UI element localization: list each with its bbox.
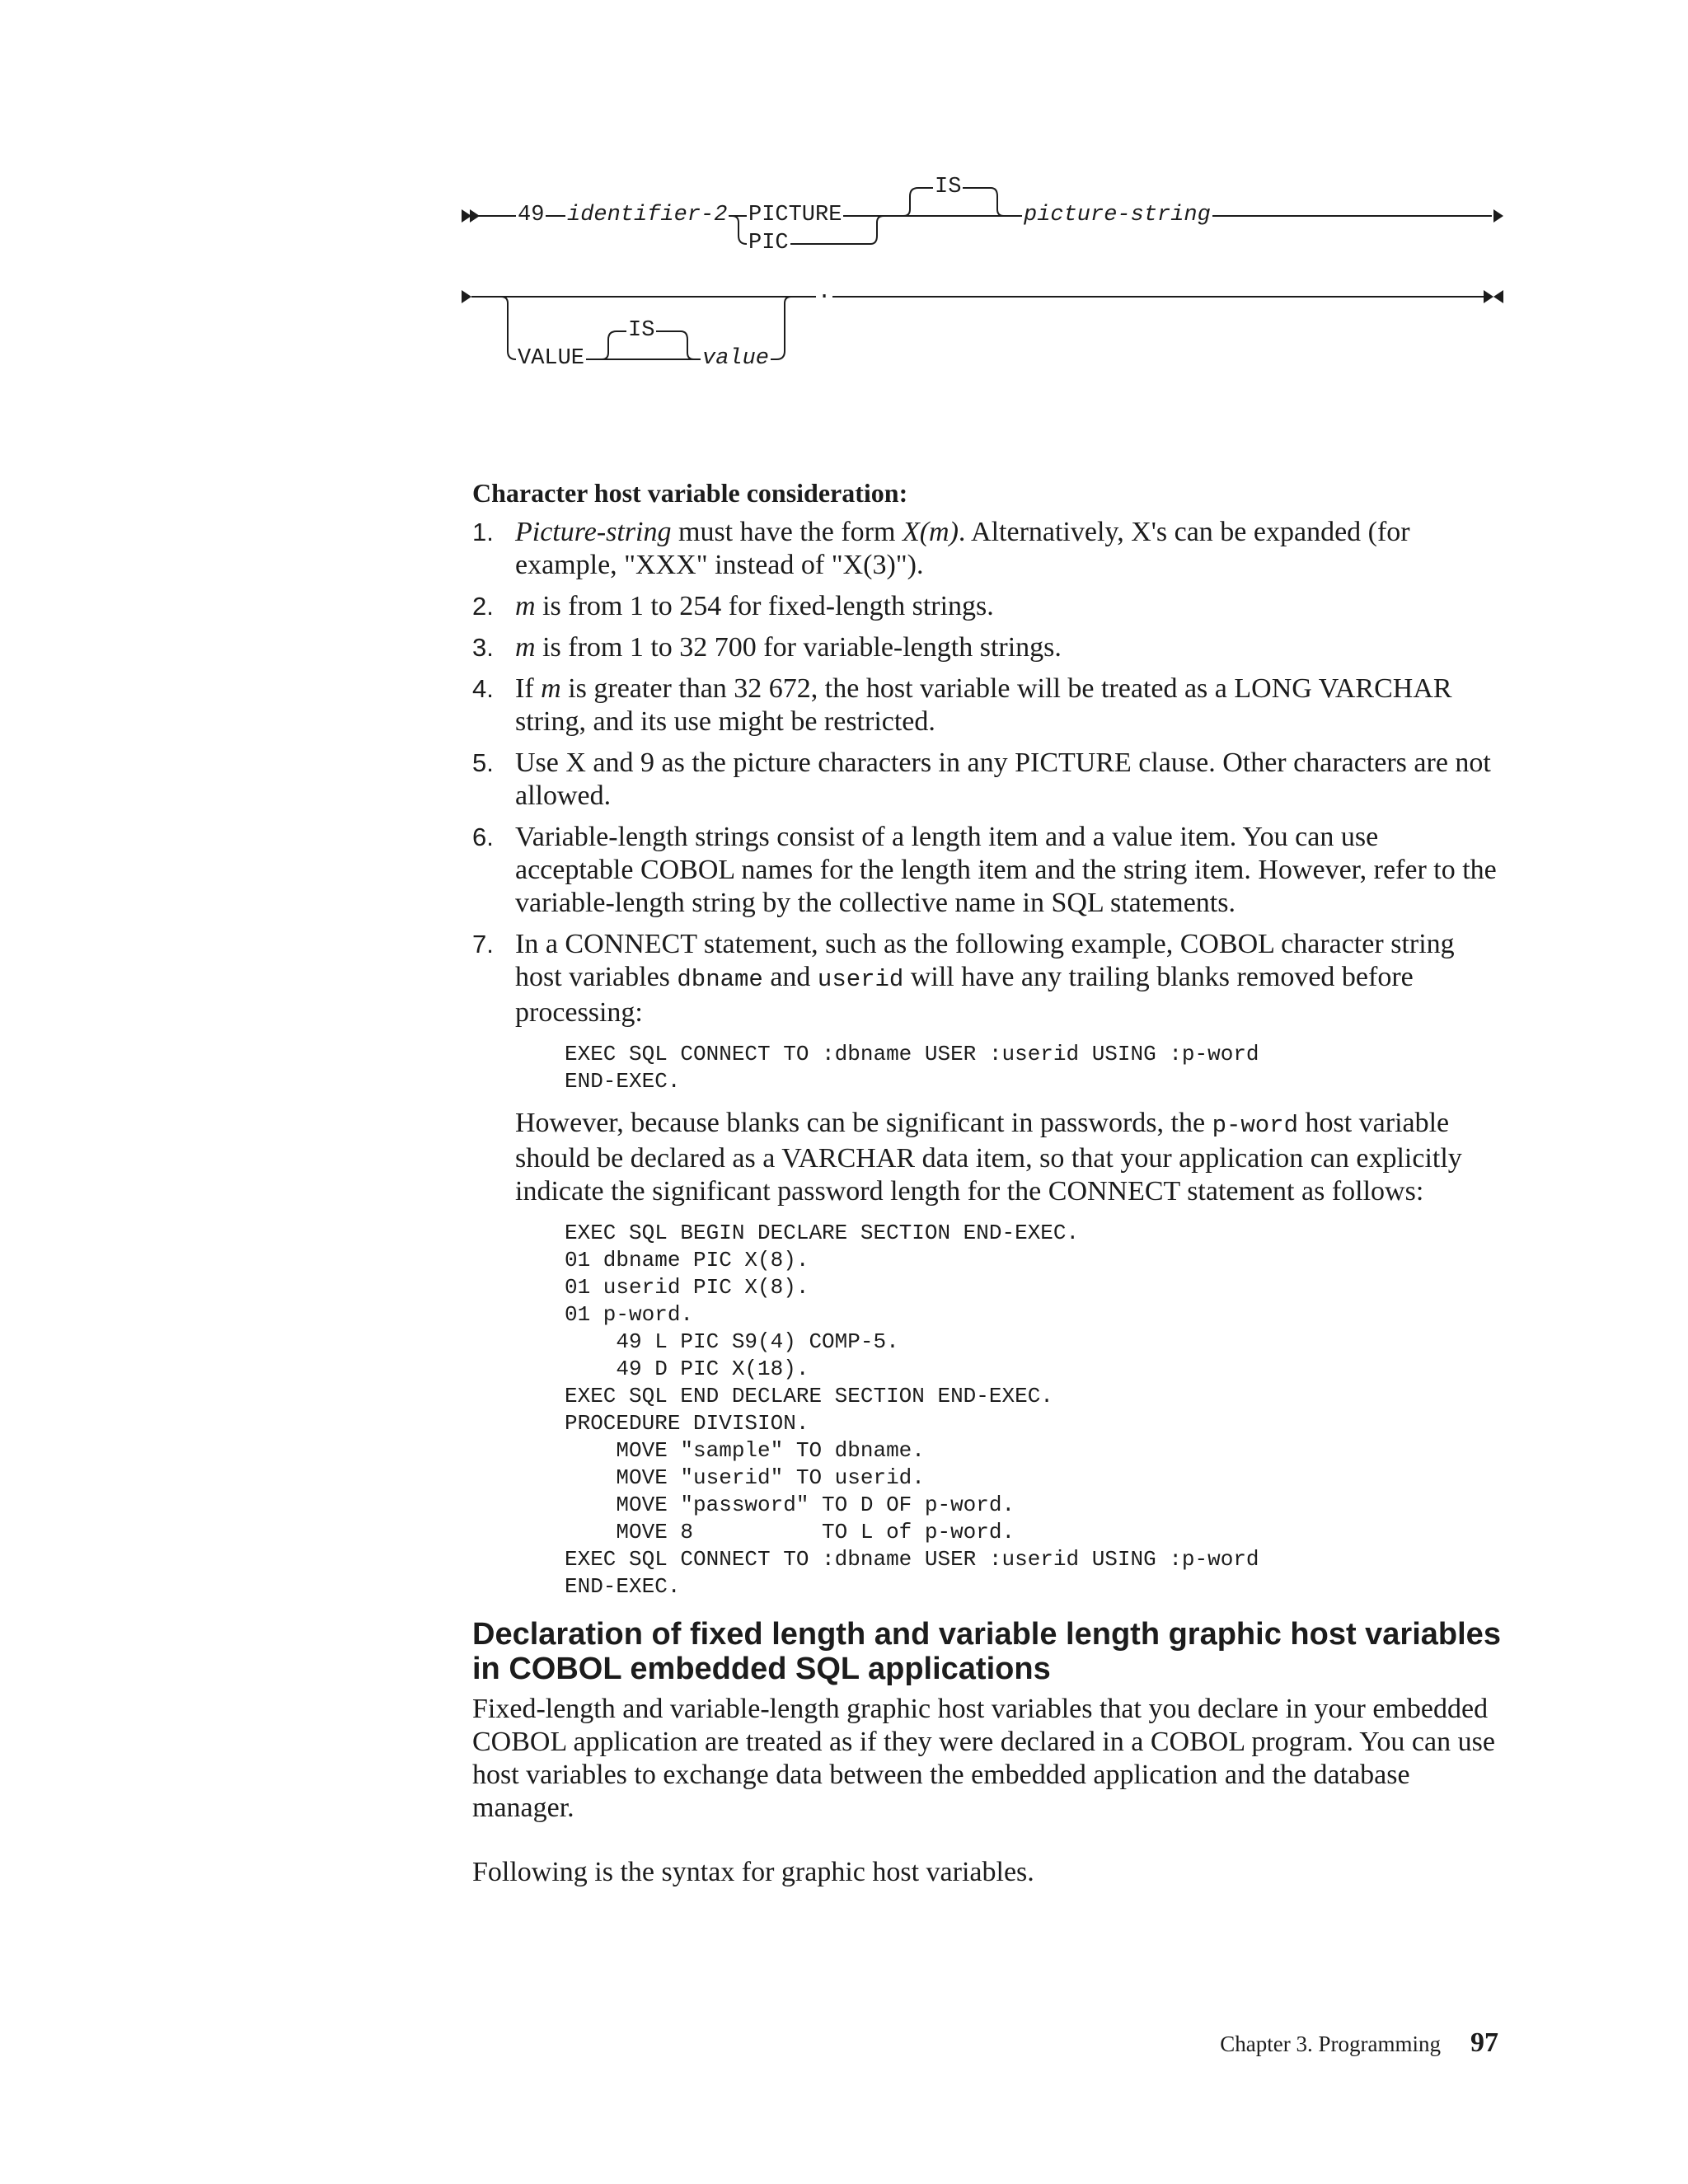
page-footer (1220, 2027, 1498, 2059)
syntax-keyword-value: VALUE (518, 346, 585, 371)
syntax-keyword-pic: PIC (748, 231, 789, 255)
list-item-text: Variable-length strings consist of a length item and a value item. You can use acceptable COBOL names for the length item and the string item. However, refer to the variable-length string by the collective name in SQL statements. (515, 822, 1497, 918)
syntax-keyword-is-2: IS (628, 318, 655, 343)
list-item-text (515, 590, 1503, 623)
syntax-identifier: identifier-2 (567, 203, 728, 227)
text-run: will have any trailing blanks removed before processing: (515, 962, 1414, 1028)
inline-code: p-word (1212, 1112, 1298, 1139)
syntax-keyword-is: IS (935, 175, 962, 199)
code-block-declare: EXEC SQL BEGIN DECLARE SECTION END-EXEC. 01 dbname PIC X(8). 01 userid PIC X(8). 01 p-word. 49 L PIC S9(4) COMP-5. 49 D PIC X(18). EXEC SQL END DECLARE SECTION END-EXEC. PROCEDURE DIVISION. MOVE "sample" TO dbname. MOVE "userid" TO userid. MOVE "password" TO D OF p-word. MOVE 8 TO L of p-word. EXEC SQL CONNECT TO :dbname USER :userid USING :p-word END-EXEC. (565, 1221, 1259, 1599)
emphasis-text: Picture-string (515, 517, 672, 547)
consideration-title: Character host variable consideration: (472, 478, 908, 508)
list-item-text (515, 928, 1503, 1029)
list-item (472, 631, 1503, 664)
paragraph: Following is the syntax for graphic host variables. (472, 1857, 1034, 1887)
list-item-number: 5. (472, 748, 494, 777)
text-run: must have the form (671, 517, 903, 547)
emphasis-text: X(m) (902, 517, 959, 547)
continuation-text (515, 1107, 1503, 1208)
list-item (472, 928, 1503, 1601)
inline-code: dbname (677, 966, 763, 993)
footer-chapter-label: Chapter 3. Programming (1220, 2032, 1441, 2056)
list-item (472, 673, 1503, 738)
syntax-period: . (818, 280, 832, 305)
page-number: 97 (1470, 2027, 1498, 2058)
list-item-number: 4. (472, 674, 494, 703)
text-run: is from 1 to 32 700 for variable-length strings. (535, 632, 1062, 663)
text-run: host variable should be declared as a VARCHAR data item, so that your application can explicitly indicate the significant password length for the CONNECT statement as follows: (515, 1108, 1462, 1207)
syntax-value: value (702, 346, 770, 371)
emphasis-text: m (515, 591, 536, 621)
list-item-number: 7. (472, 930, 494, 958)
inline-code: userid (817, 966, 904, 993)
list-item-text: Use X and 9 as the picture characters in any PICTURE clause. Other characters are not allowed. (515, 748, 1491, 811)
section-heading: Declaration of fixed length and variable length graphic host variables in COBOL embedded SQL applications (472, 1617, 1501, 1686)
syntax-diagram (462, 157, 1517, 387)
main-content (472, 476, 1503, 1920)
syntax-level-number: 49 (518, 203, 545, 227)
text-run: If (515, 673, 542, 704)
list-item-text (515, 673, 1503, 738)
list-item-number: 1. (472, 518, 494, 546)
list-item-number: 3. (472, 633, 494, 662)
list-item (472, 590, 1503, 623)
syntax-picture-string: picture-string (1024, 203, 1211, 227)
syntax-keyword-picture: PICTURE (748, 203, 842, 227)
emphasis-text: m (515, 632, 536, 663)
list-item-text (515, 516, 1503, 582)
list-item (472, 747, 1503, 813)
text-run: is greater than 32 672, the host variable will be treated as a LONG VARCHAR string, and its use might be restricted. (515, 673, 1452, 737)
consideration-list (472, 516, 1503, 1601)
syntax-diagram-lines (462, 157, 1517, 387)
code-block-connect: EXEC SQL CONNECT TO :dbname USER :userid USING :p-word END-EXEC. (565, 1042, 1259, 1094)
text-run: and (762, 962, 818, 992)
text-run: In a CONNECT statement, such as the following example, COBOL character string host variables (515, 929, 1455, 992)
list-item (472, 516, 1503, 582)
emphasis-text: m (541, 673, 561, 704)
list-item-number: 2. (472, 592, 494, 621)
list-item-number: 6. (472, 823, 494, 851)
text-run: is from 1 to 254 for fixed-length strings. (535, 591, 994, 621)
list-item (472, 821, 1503, 920)
text-run: . Alternatively, X's can be expanded (for example, "XXX" instead of "X(3)"). (515, 517, 1410, 580)
list-item-text (515, 631, 1503, 664)
text-run: However, because blanks can be significant in passwords, the (515, 1108, 1212, 1138)
paragraph: Fixed-length and variable-length graphic host variables that you declare in your embedded COBOL application are treated as if they were declared in a COBOL program. You can use host variables to exchange data between the embedded application and the database manager. (472, 1694, 1495, 1823)
